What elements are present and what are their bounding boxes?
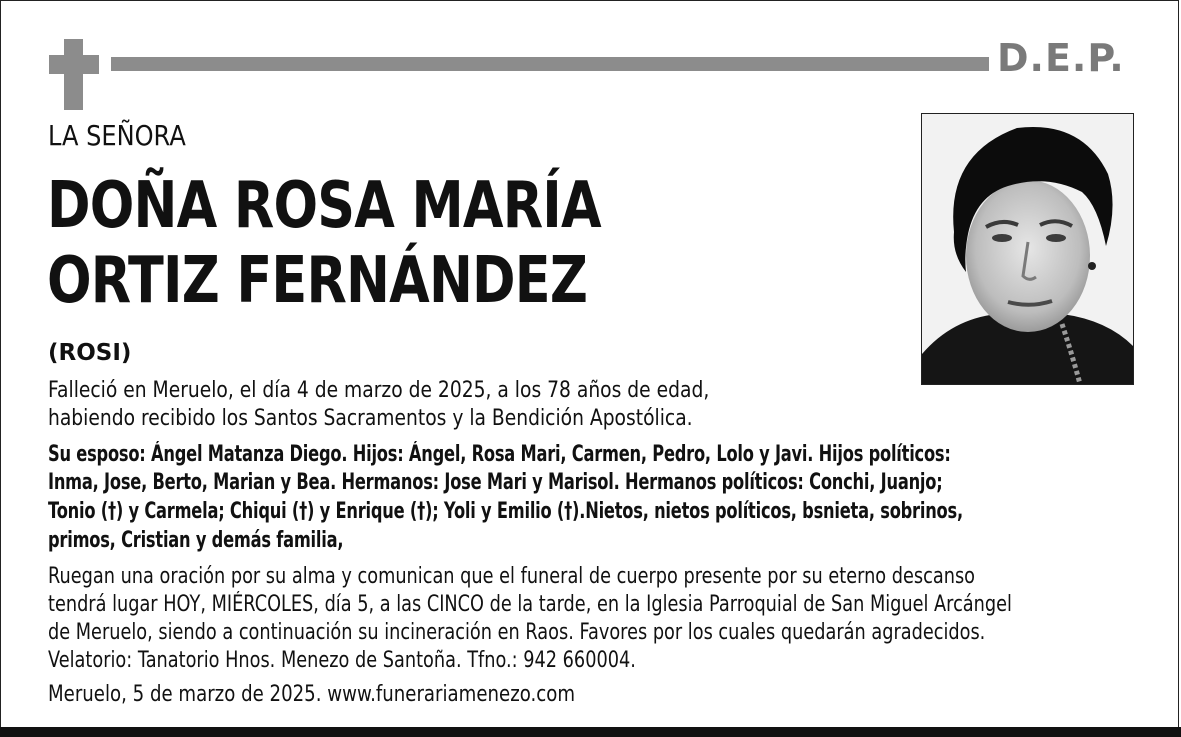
- death-notice-line-2: habiendo recibido los Santos Sacramentos y la Bendición Apostólica.: [48, 406, 693, 431]
- funeral-line-1: Ruegan una oración por su alma y comunican que el funeral de cuerpo presente por su eterno descanso: [48, 564, 976, 589]
- family-line-3: Tonio (†) y Carmela; Chiqui (†) y Enrique (†); Yoli y Emilio (†).Nietos, nietos políticos, bsnieta, sobrinos,: [48, 499, 963, 524]
- portrait-photo: [921, 113, 1134, 385]
- portrait-image: [922, 114, 1133, 384]
- footer-line: Meruelo, 5 de marzo de 2025. www.funerariamenezo.com: [48, 682, 576, 707]
- bottom-rule: [0, 727, 1181, 737]
- deceased-name: [47, 169, 601, 319]
- family-line-4: primos, Cristian y demás familia,: [48, 528, 344, 553]
- deceased-name-line-2: ORTIZ FERNÁNDEZ: [47, 244, 588, 318]
- cross-icon-arm: [49, 55, 99, 74]
- family-line-2: Inma, Jose, Berto, Marian y Bea. Hermanos: Jose Mari y Marisol. Hermanos políticos: Conchi, Juanjo;: [48, 470, 943, 495]
- funeral-line-4: Velatorio: Tanatorio Hnos. Menezo de Santoña. Tfno.: 942 660004.: [48, 648, 636, 673]
- death-notice-line-1: Falleció en Meruelo, el día 4 de marzo de 2025, a los 78 años de edad,: [48, 378, 710, 403]
- cross-icon: [64, 39, 83, 110]
- header-rule: [111, 57, 989, 71]
- family-line-1: Su esposo: Ángel Matanza Diego. Hijos: Ángel, Rosa Mari, Carmen, Pedro, Lolo y Javi. Hijos políticos:: [48, 442, 951, 467]
- deceased-name-line-1: DOÑA ROSA MARÍA: [47, 169, 601, 243]
- funeral-line-2: tendrá lugar HOY, MIÉRCOLES, día 5, a las CINCO de la tarde, en la Iglesia Parroquial de San Miguel Arcángel: [48, 592, 1012, 617]
- funeral-line-3: de Meruelo, siendo a continuación su incineración en Raos. Favores por los cuales quedarán agradecidos.: [48, 620, 986, 645]
- honorific: LA SEÑORA: [48, 119, 186, 152]
- nickname: (ROSI): [48, 340, 132, 366]
- dep-heading: D.E.P.: [997, 36, 1125, 80]
